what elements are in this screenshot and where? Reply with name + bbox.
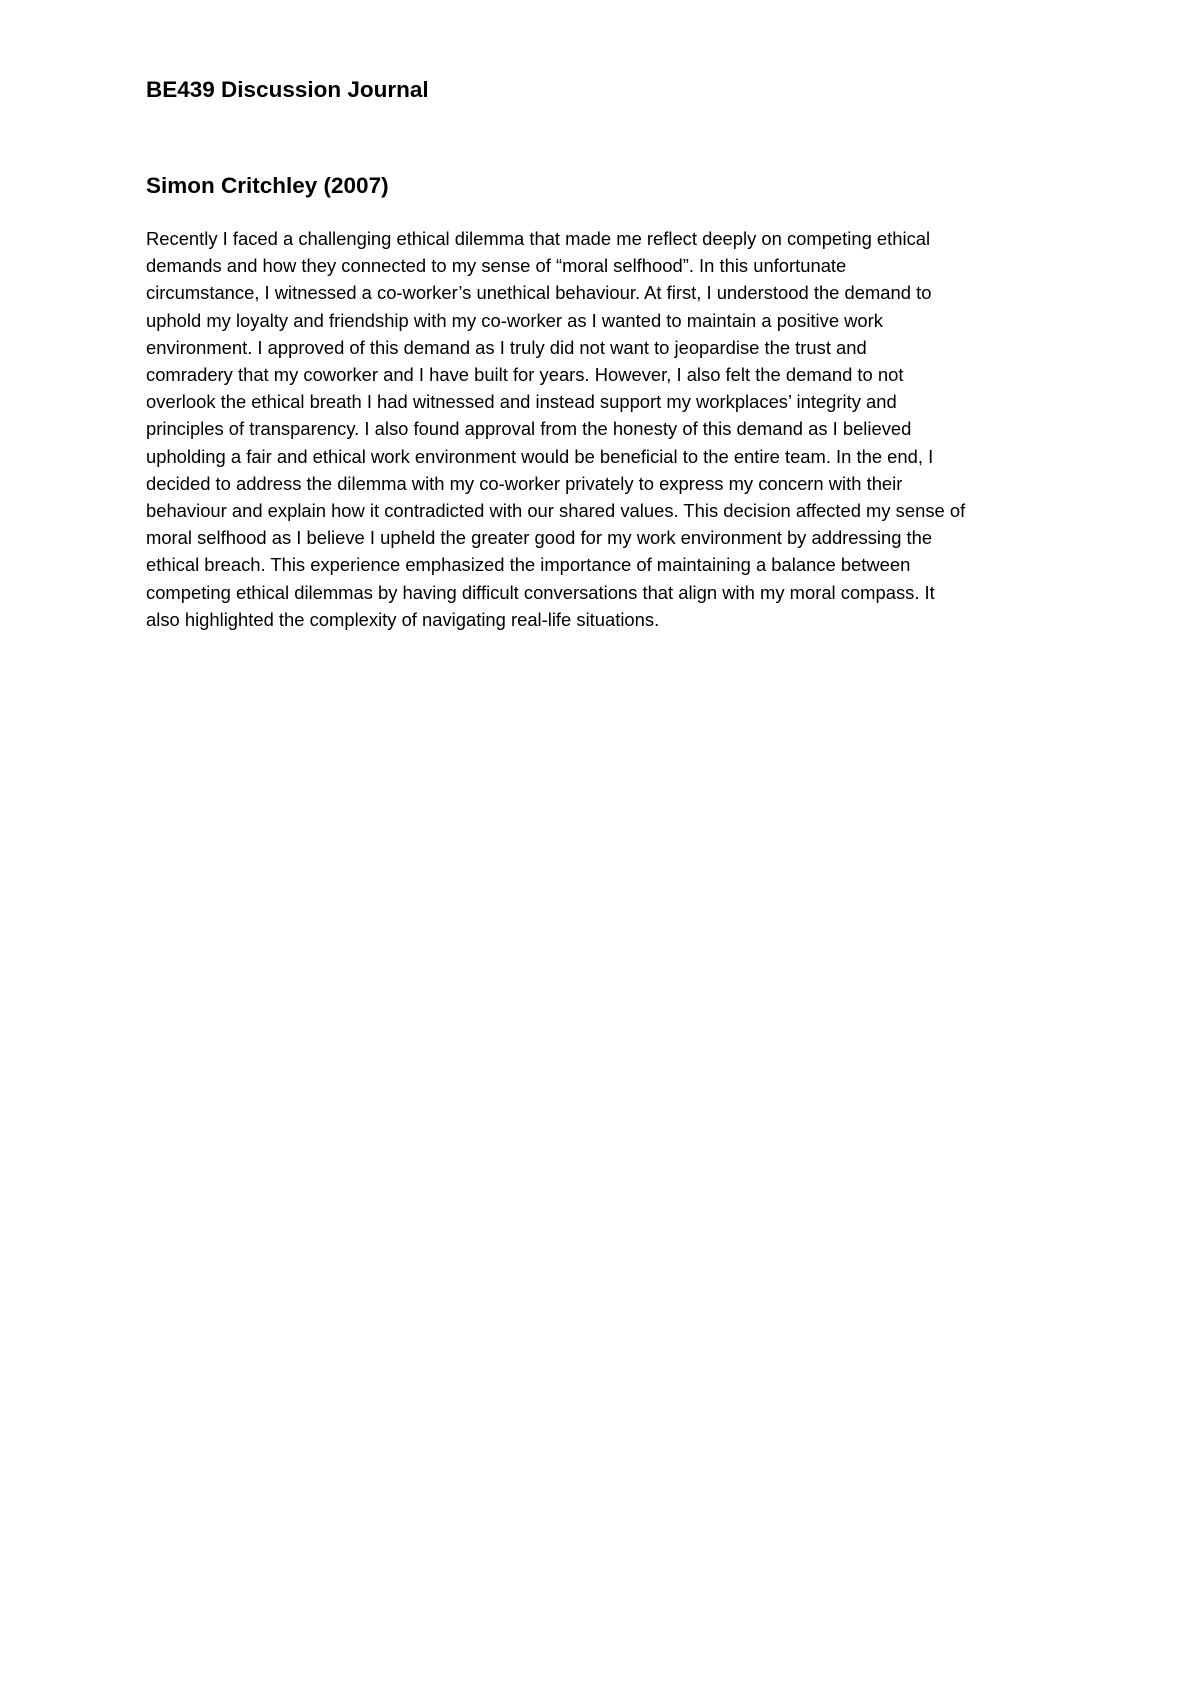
paragraph-line: moral selfhood as I believe I upheld the greater good for my work environment by addressing the	[146, 527, 933, 549]
section-heading: Simon Critchley (2007)	[146, 173, 389, 198]
page-content	[146, 74, 1066, 633]
paragraph-line: demands and how they connected to my sense of “moral selfhood”. In this unfortunate	[146, 255, 847, 277]
paragraph-line: circumstance, I witnessed a co-worker’s unethical behaviour. At first, I understood the demand to	[146, 282, 932, 304]
paragraph-line: principles of transparency. I also found approval from the honesty of this demand as I believed	[146, 418, 912, 440]
paragraph-line: ethical breach. This experience emphasized the importance of maintaining a balance between	[146, 554, 911, 576]
body-paragraph	[146, 225, 1066, 633]
paragraph-line: Recently I faced a challenging ethical dilemma that made me reflect deeply on competing ethical	[146, 228, 931, 249]
paragraph-line: upholding a fair and ethical work environment would be beneficial to the entire team. In the end, I	[146, 445, 934, 467]
paragraph-line: environment. I approved of this demand as I truly did not want to jeopardise the trust and	[146, 336, 867, 358]
paragraph-line: competing ethical dilemmas by having difficult conversations that align with my moral compass. It	[146, 581, 935, 603]
paragraph-line: also highlighted the complexity of navigating real-life situations.	[146, 608, 660, 630]
paragraph-line: behaviour and explain how it contradicted with our shared values. This decision affected my sense of	[146, 500, 966, 522]
document-title: BE439 Discussion Journal	[146, 77, 429, 102]
paragraph-line: comradery that my coworker and I have built for years. However, I also felt the demand to not	[146, 364, 904, 386]
paragraph-line: decided to address the dilemma with my co-worker privately to express my concern with their	[146, 472, 903, 494]
paragraph-line: uphold my loyalty and friendship with my co-worker as I wanted to maintain a positive work	[146, 309, 883, 331]
paragraph-line: overlook the ethical breath I had witnessed and instead support my workplaces’ integrity and	[146, 391, 897, 413]
